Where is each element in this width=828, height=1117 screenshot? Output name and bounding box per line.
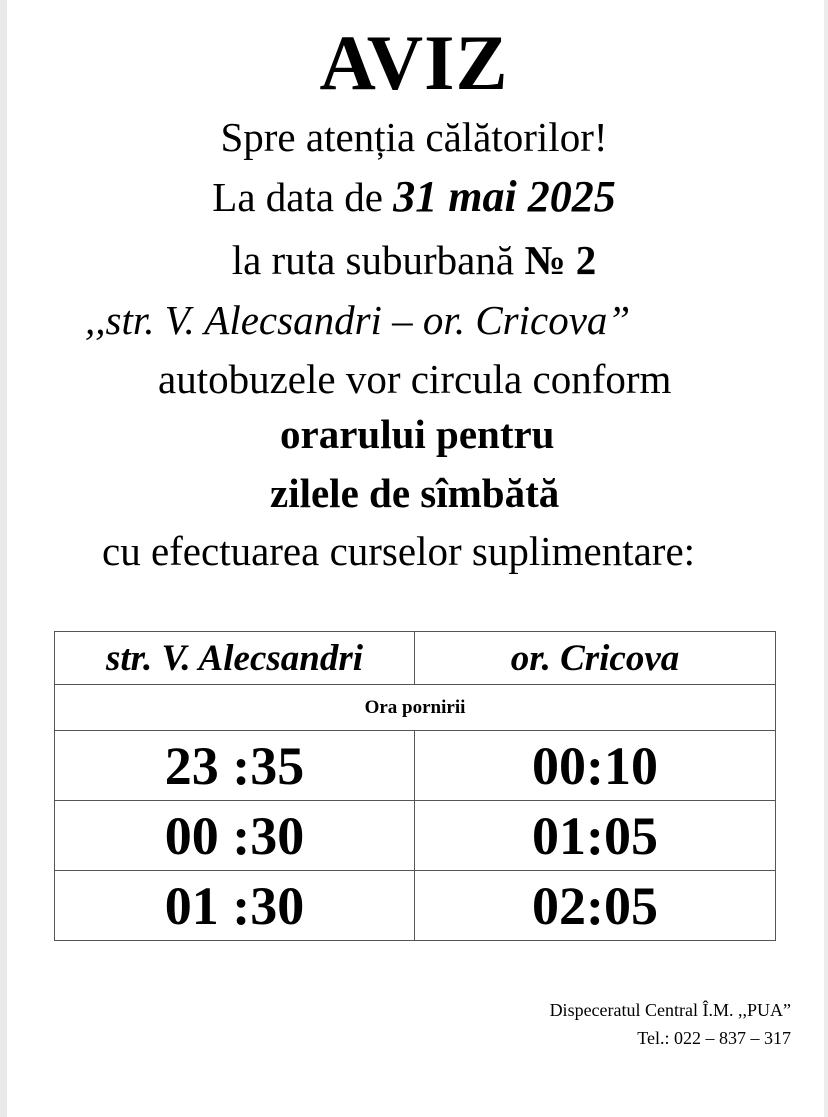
departure-cricova: 02:05 xyxy=(415,871,776,941)
page-edge-left xyxy=(0,0,7,1117)
page-edge-right xyxy=(824,0,828,1117)
date-value: 31 mai 2025 xyxy=(393,172,616,221)
departure-cricova: 01:05 xyxy=(415,801,776,871)
route-prefix: la ruta suburbană xyxy=(231,237,525,283)
notice-line-date xyxy=(0,172,828,221)
notice-line-route xyxy=(0,237,828,283)
table-row xyxy=(55,801,776,871)
schedule-subheader-row xyxy=(55,685,776,731)
footer-phone: Tel.: 022 – 837 – 317 xyxy=(637,1028,791,1048)
departure-alecsandri: 00 :30 xyxy=(55,801,415,871)
schedule-table xyxy=(54,631,776,941)
notice-line-extra-trips: cu efectuarea curselor suplimentare: xyxy=(102,528,696,574)
route-number: № 2 xyxy=(524,237,597,283)
notice-line-buses: autobuzele vor circula conform xyxy=(158,356,672,402)
departure-cricova: 00:10 xyxy=(415,731,776,801)
column-header-alecsandri: str. V. Alecsandri xyxy=(55,632,415,685)
footer-organization: Dispeceratul Central Î.M. ,,PUA” xyxy=(549,1000,791,1020)
table-row xyxy=(55,871,776,941)
departure-time-label: Ora pornirii xyxy=(55,685,776,731)
schedule-header-row xyxy=(55,632,776,685)
notice-line-schedule: orarului pentru xyxy=(280,411,555,457)
departure-alecsandri: 23 :35 xyxy=(55,731,415,801)
column-header-cricova: or. Cricova xyxy=(415,632,776,685)
table-row xyxy=(55,731,776,801)
notice-title: AVIZ xyxy=(319,19,509,106)
departure-alecsandri: 01 :30 xyxy=(55,871,415,941)
date-prefix: La data de xyxy=(212,174,394,220)
notice-line-route-name: ,,str. V. Alecsandri – or. Cricova” xyxy=(85,297,631,343)
notice-line-saturday: zilele de sîmbătă xyxy=(270,470,560,516)
notice-line-attention: Spre atenția călătorilor! xyxy=(220,114,608,160)
